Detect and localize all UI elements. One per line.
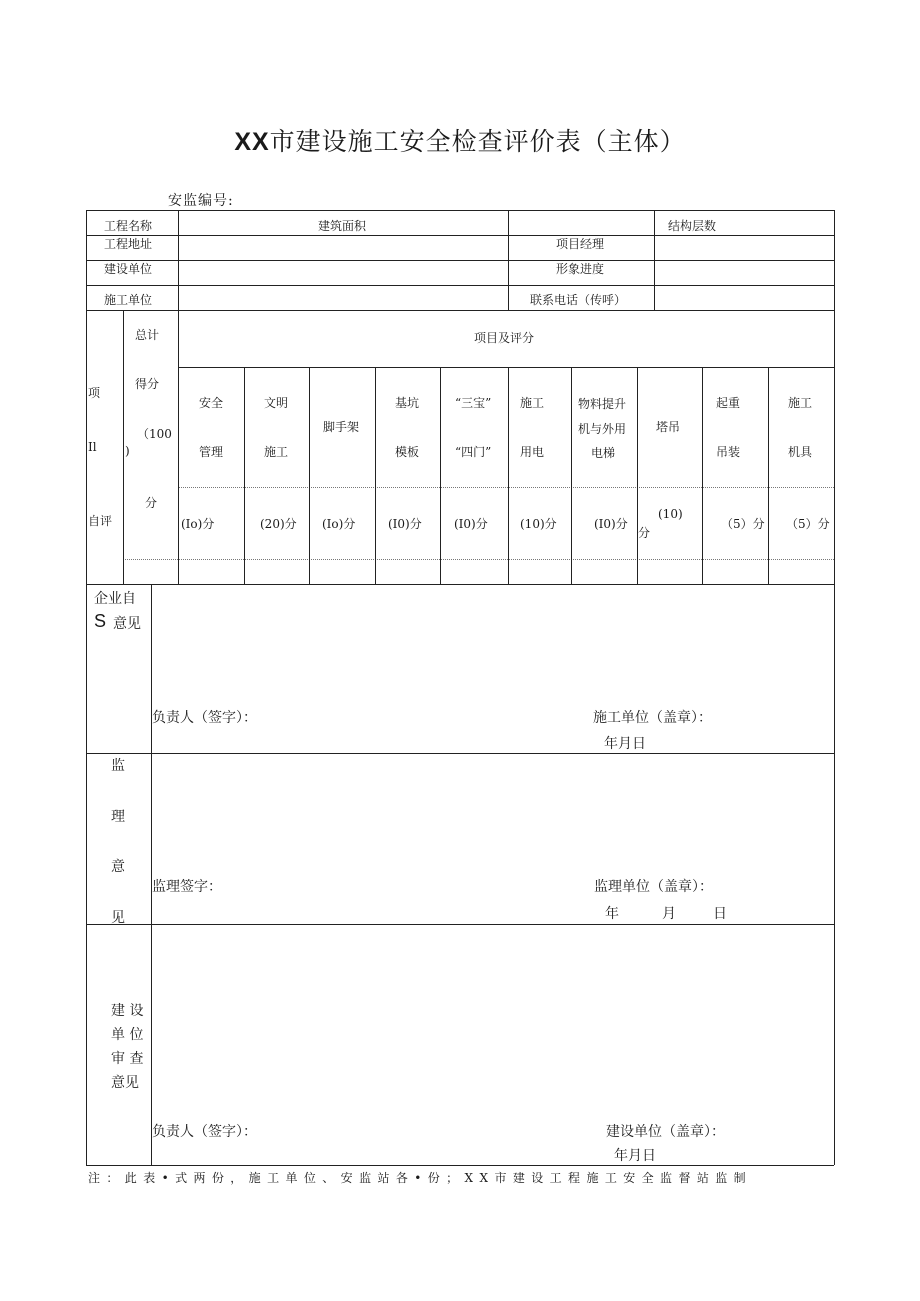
table-right-border [834, 210, 835, 1165]
title-prefix: XX [234, 128, 270, 156]
progress-label: 形象进度 [556, 262, 605, 276]
item-lifting: 起重 [716, 396, 741, 410]
item-mark: Il [88, 440, 97, 454]
item-score: (Io)分 [322, 517, 356, 531]
item-pit-formwork: 基坑 [395, 396, 420, 410]
score-col-divider [571, 367, 572, 584]
owner-review-label: 意见 [111, 1075, 139, 1091]
item-pit-formwork: 模板 [395, 445, 420, 459]
score-col-divider [178, 310, 179, 584]
score-label: 得分 [135, 377, 160, 391]
item-protection: “三宝” [455, 396, 492, 410]
items-and-scores-header: 项目及评分 [474, 331, 535, 345]
supervisor-label: 理 [111, 809, 125, 825]
item-civilized: 文明 [264, 396, 289, 410]
total-max-close: ) [125, 444, 130, 458]
owner-review-label: 审 查 [111, 1051, 144, 1067]
supervisor-unit-stamp: 监理单位（盖章）： [594, 879, 713, 895]
info-col-divider [654, 210, 655, 310]
score-col-divider [508, 367, 509, 584]
item-safety-mgmt: 管理 [199, 445, 224, 459]
item-scaffold: 脚手架 [323, 420, 360, 434]
item-lifting: 吊装 [716, 445, 741, 459]
self-opinion-label: 意见 [113, 616, 141, 632]
item-score: (20)分 [260, 517, 297, 531]
item-label: 项 [88, 386, 101, 400]
item-score: （5）分 [721, 517, 765, 531]
project-name-label: 工程名称 [104, 219, 153, 233]
opinion-col-divider [151, 584, 152, 1165]
row-divider [86, 235, 834, 236]
project-manager-label: 项目经理 [556, 237, 605, 251]
self-opinion-mark: S [94, 611, 107, 631]
item-score: (Io)分 [181, 517, 215, 531]
score-item-divider [178, 487, 834, 488]
score-col-divider [702, 367, 703, 584]
owner-unit-stamp: 建设单位（盖章）： [606, 1124, 725, 1140]
title-text: 市建设施工安全检查评价表（主体） [269, 127, 686, 156]
total-label: 总计 [135, 328, 160, 342]
score-col-divider [440, 367, 441, 584]
score-header-divider [178, 367, 834, 368]
score-col-divider [375, 367, 376, 584]
table-left-border [86, 210, 87, 1165]
score-col-divider [244, 367, 245, 584]
section-divider [86, 753, 834, 754]
info-col-divider [508, 210, 509, 310]
row-divider [86, 310, 834, 311]
total-max: （100 [137, 427, 172, 441]
supervisor-label: 见 [111, 910, 125, 926]
item-machinery: 施工 [788, 396, 813, 410]
self-date: 年月日 [604, 736, 646, 752]
phone-label: 联系电话（传呼） [530, 293, 627, 307]
item-score-unit: 分 [638, 526, 651, 540]
info-col-divider [178, 210, 179, 310]
supervisor-label: 监 [111, 758, 125, 774]
section-divider [86, 584, 834, 585]
score-col-divider [768, 367, 769, 584]
owner-review-label: 单 位 [111, 1027, 144, 1043]
project-address-label: 工程地址 [104, 237, 153, 251]
contractor-label: 施工单位 [104, 293, 153, 307]
item-protection: “四门” [455, 445, 492, 459]
item-hoist: 物料提升 [578, 397, 627, 411]
item-civilized: 施工 [264, 445, 289, 459]
row-divider [86, 285, 834, 286]
item-score: (I0)分 [454, 517, 488, 531]
item-score: (I0)分 [388, 517, 422, 531]
owner-responsible-signature: 负责人（签字）： [152, 1124, 257, 1140]
section-divider [86, 924, 834, 925]
supervisor-date-year: 年 [605, 906, 619, 922]
construction-owner-label: 建设单位 [104, 262, 153, 276]
table-top-border [86, 210, 834, 211]
item-score: (I0)分 [594, 517, 628, 531]
score-col-divider [123, 310, 124, 584]
item-hoist: 机与外用 [578, 422, 627, 436]
structure-floors-label: 结构层数 [668, 219, 717, 233]
item-score: （5）分 [786, 517, 830, 531]
item-electricity: 施工 [520, 396, 545, 410]
total-unit: 分 [145, 496, 158, 510]
supervisor-signature: 监理签字： [152, 879, 222, 895]
building-area-label: 建筑面积 [318, 219, 367, 233]
table-bottom-border [86, 1165, 834, 1166]
score-col-divider [309, 367, 310, 584]
supervisor-date-month: 月 [662, 906, 676, 922]
row-divider [86, 260, 834, 261]
owner-date: 年月日 [614, 1148, 656, 1164]
supervisor-date-day: 日 [713, 906, 727, 922]
item-safety-mgmt: 安全 [199, 396, 224, 410]
item-electricity: 用电 [520, 445, 545, 459]
score-value-divider [123, 559, 834, 560]
owner-review-label: 建 设 [111, 1003, 144, 1019]
score-col-divider [637, 367, 638, 584]
self-eval-label: 自评 [88, 514, 113, 528]
self-responsible-signature: 负责人（签字）： [152, 710, 257, 726]
item-score: (10)分 [520, 517, 557, 531]
item-score: (10) [658, 507, 683, 521]
supervisor-label: 意 [111, 859, 125, 875]
item-hoist: 电梯 [591, 446, 616, 460]
footnote: 注：此表•式两份，施工单位、安监站各•份；XX市建设工程施工安全监督站监制 [88, 1171, 753, 1185]
self-contractor-stamp: 施工单位（盖章）： [593, 710, 712, 726]
item-tower-crane: 塔吊 [656, 420, 681, 434]
self-opinion-label: 企业自 [94, 591, 136, 607]
supervision-number-label: 安监编号: [168, 193, 234, 209]
item-machinery: 机具 [788, 445, 813, 459]
